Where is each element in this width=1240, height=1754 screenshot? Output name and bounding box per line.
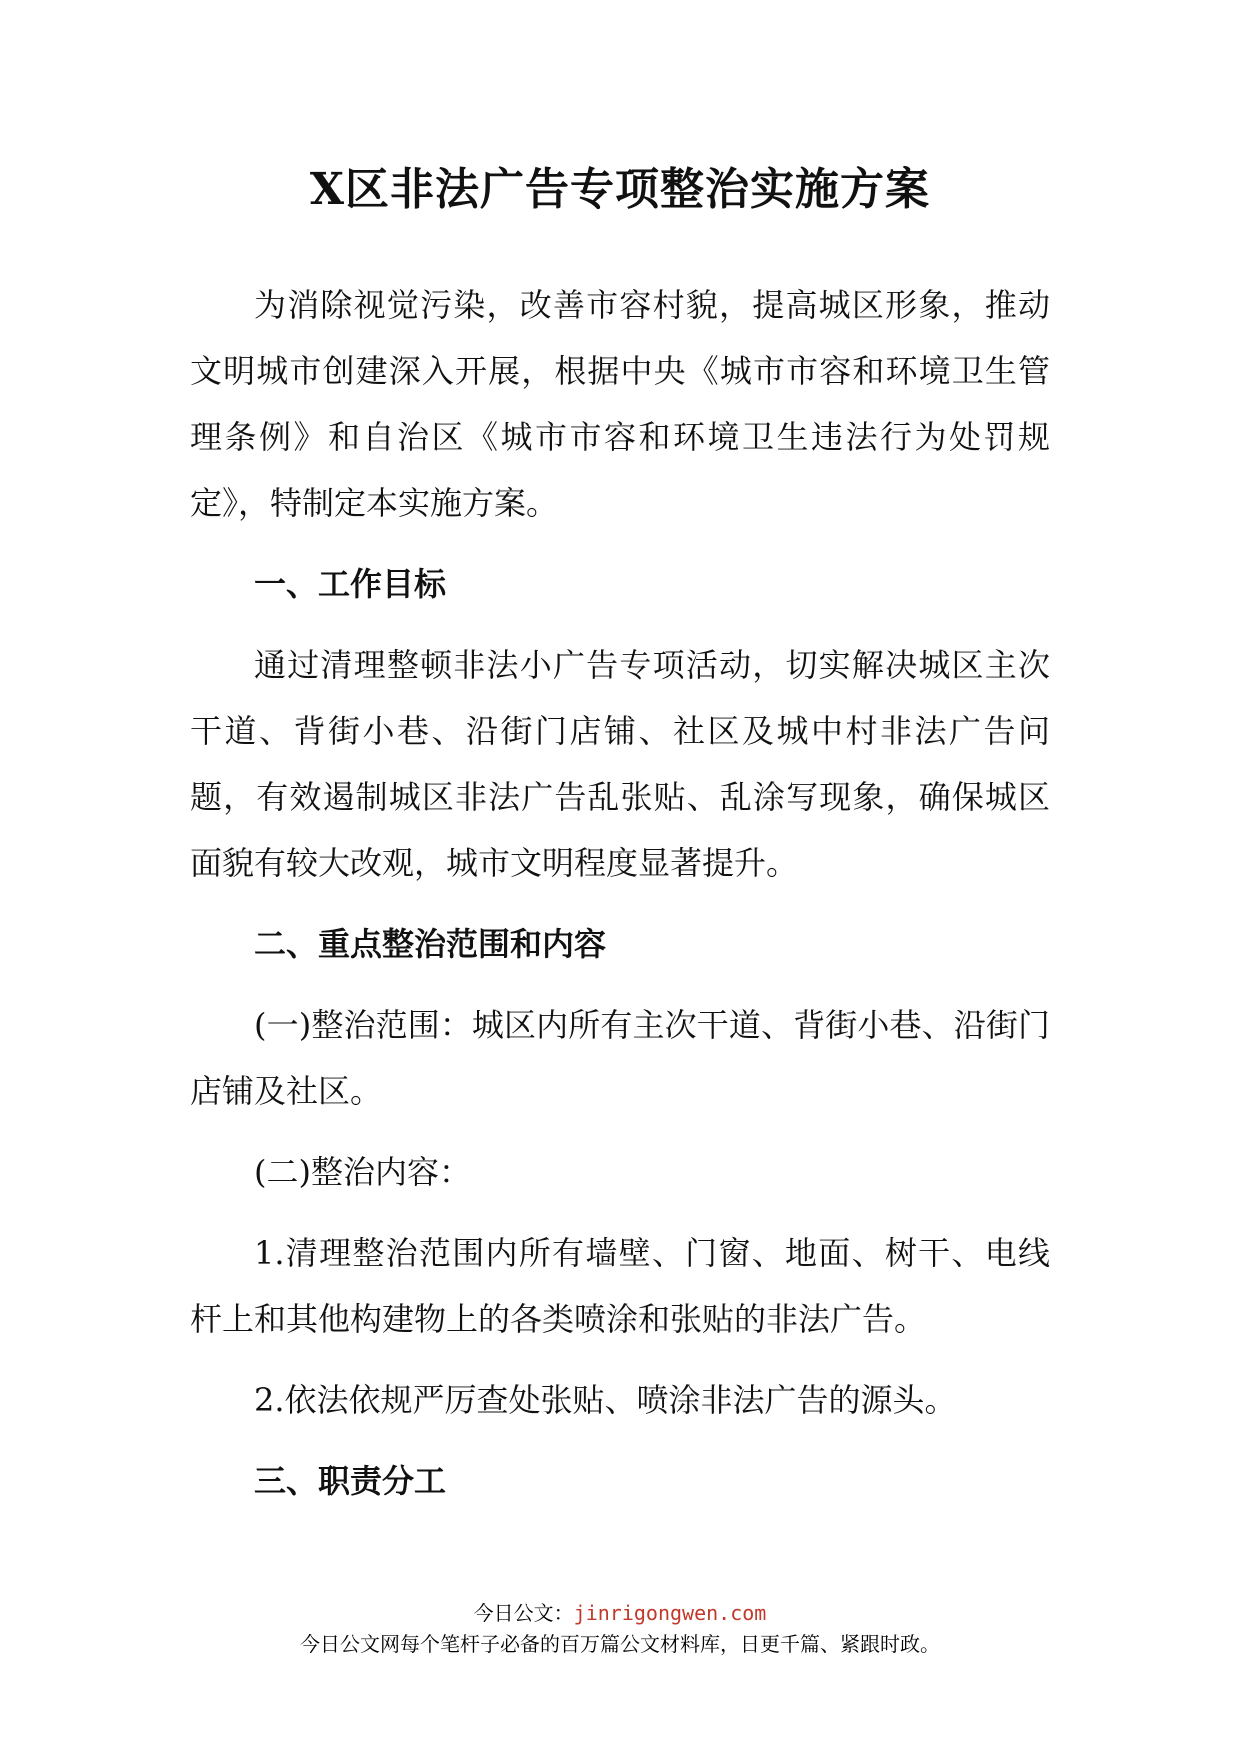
content-subheading: (二)整治内容： xyxy=(254,1153,471,1191)
document-body xyxy=(190,272,1050,1529)
footer-site xyxy=(0,1597,1240,1626)
intro-paragraph: 为消除视觉污染，改善市容村貌，提高城区形象，推动文明城市创建深入开展，根据中央《城市市容和环境卫生管理条例》和自治区《城市市容和环境卫生违法行为处罚规定》，特制定本实施方案。 xyxy=(190,286,1050,522)
goals-paragraph: 通过清理整顿非法小广告专项活动，切实解决城区主次干道、背街小巷、沿街门店铺、社区及城中村非法广告问题，有效遏制城区非法广告乱张贴、乱涂写现象，确保城区面貌有较大改观，城市文明程度显著提升。 xyxy=(190,646,1050,882)
section-heading-scope: 二、重点整治范围和内容 xyxy=(254,925,607,963)
footer-slogan: 今日公文网每个笔杆子必备的百万篇公文材料库，日更千篇、紧跟时政。 xyxy=(300,1632,940,1656)
scope-paragraph: (一)整治范围：城区内所有主次干道、背街小巷、沿街门店铺及社区。 xyxy=(190,1006,1050,1110)
document-title: X区非法广告专项整治实施方案 xyxy=(309,164,931,215)
footer-site-url[interactable]: jinrigongwen.com xyxy=(573,1601,767,1625)
content-item-2: 2.依法依规严厉查处张贴、喷涂非法广告的源头。 xyxy=(254,1381,957,1419)
section-heading-duties: 三、职责分工 xyxy=(254,1462,447,1500)
section-heading-goals: 一、工作目标 xyxy=(254,565,447,603)
footer-site-label: 今日公文： xyxy=(473,1601,574,1625)
content-item-1: 1.清理整治范围内所有墙壁、门窗、地面、树干、电线杆上和其他构建物上的各类喷涂和张贴的非法广告。 xyxy=(190,1234,1050,1338)
